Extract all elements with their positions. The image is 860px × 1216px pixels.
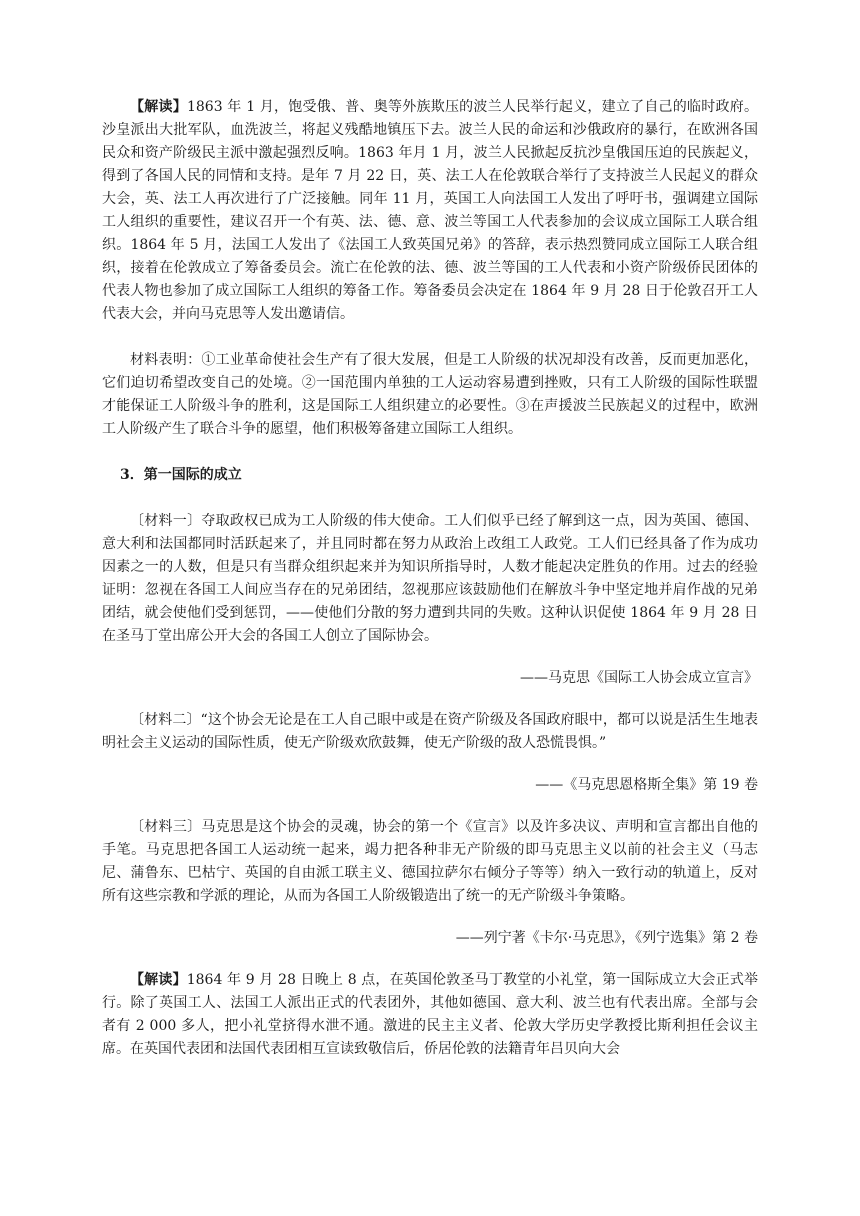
section-heading: 3．第一国际的成立 [120, 467, 242, 483]
interpretation-label: 【解读】 [130, 972, 187, 988]
material-one-paragraph: 〔材料一〕夺取政权已成为工人阶级的伟大使命。工人们似乎已经了解到这一点，因为英国、德国、意大利和法国都同时活跃起来了，并且同时都在努力从政治上改组工人政党。工人们已经具备了作为成功因素之一的人数，但是只有当群众组织起来并为知识所指导时，人数才能起决定胜负的作用。过去的经验证明：忽视在各国工人间应当存在的兄弟团结，忽视那应该鼓励他们在解放斗争中坚定地并肩作战的兄弟团结，就会使他们受到惩罚，——使他们分散的努力遭到共同的失败。这种认识促使 1864 年 9 月 28 日在圣马丁堂出席公开大会的各国工人创立了国际协会。 [102, 513, 758, 644]
material-two-source: ——《马克思恩格斯全集》第 19 卷 [535, 777, 758, 793]
material-one-source: ——马克思《国际工人协会成立宣言》 [520, 670, 758, 686]
interpretation-text: 1863 年 1 月，饱受俄、普、奥等外族欺压的波兰人民举行起义，建立了自己的临时政府。沙皇派出大批军队，血洗波兰，将起义残酷地镇压下去。波兰人民的命运和沙俄政府的暴行，在欧洲各国民众和资产阶级民主派中激起强烈反响。1863 年月 1 月，波兰人民掀起反抗沙皇俄国压迫的民族起义，得到了各国人民的同情和支持。是年 7 月 22 日，英、法工人在伦敦联合举行了支持波兰人民起义的群众大会，英、法工人再次进行了广泛接触。同年 11 月，英国工人向法国工人发出了呼吁书，强调建立国际工人组织的重要性，建议召开一个有英、法、德、意、波兰等国工人代表参加的会议成立国际工人联合组织。1864 年 5 月，法国工人发出了《法国工人致英国兄弟》的答辞，表示热烈赞同成立国际工人联合组织，接着在伦敦成立了筹备委员会。流亡在伦敦的法、德、波兰等国的工人代表和小资产阶级侨民团体的代表人物也参加了成立国际工人组织的筹备工作。筹备委员会决定在 1864 年 9 月 28 日于伦敦召开工人代表大会，并向马克思等人发出邀请信。 [102, 99, 758, 322]
material-three-paragraph: 〔材料三〕马克思是这个协会的灵魂，协会的第一个《宣言》以及许多决议、声明和宣言都出自他的手笔。马克思把各国工人运动统一起来，竭力把各种非无产阶级的即马克思主义以前的社会主义（马志尼、蒲鲁东、巴枯宁、英国的自由派工联主义、德国拉萨尔右倾分子等等）纳入一致行动的轨道上，反对所有这些宗教和学派的理论，从而为各国工人阶级锻造出了统一的无产阶级斗争策略。 [102, 819, 758, 904]
material-two-paragraph: 〔材料二〕“这个协会无论是在工人自己眼中或是在资产阶级及各国政府眼中，都可以说是活生生地表明社会主义运动的国际性质，使无产阶级欢欣鼓舞，使无产阶级的敌人恐慌畏惧。” [102, 712, 758, 751]
material-summary-paragraph: 材料表明：①工业革命使社会生产有了很大发展，但是工人阶级的状况却没有改善，反而更加恶化，它们迫切希望改变自己的处境。②一国范围内单独的工人运动容易遭到挫败，只有工人阶级的国际性联盟才能保证工人阶级斗争的胜利，这是国际工人组织建立的必要性。③在声援波兰民族起义的过程中，欧洲工人阶级产生了联合斗争的愿望，他们积极筹备建立国际工人组织。 [102, 352, 758, 437]
material-three-source: ——列宁著《卡尔·马克思》，《列宁选集》第 2 卷 [455, 930, 758, 946]
document-page [102, 96, 758, 1061]
interpretation-paragraph-1 [102, 96, 758, 326]
interpretation-text: 1864 年 9 月 28 日晚上 8 点，在英国伦敦圣马丁教堂的小礼堂，第一国际成立大会正式举行。除了英国工人、法国工人派出正式的代表团外，其他如德国、意大利、波兰也有代表出席。全部与会者有 2 000 多人，把小礼堂挤得水泄不通。激进的民主主义者、伦敦大学历史学教授比斯利担任会议主席。在英国代表团和法国代表团相互宣读致敬信后，侨居伦敦的法籍青年吕贝向大会 [102, 972, 758, 1057]
interpretation-paragraph-2 [102, 969, 758, 1061]
interpretation-label: 【解读】 [130, 99, 187, 115]
